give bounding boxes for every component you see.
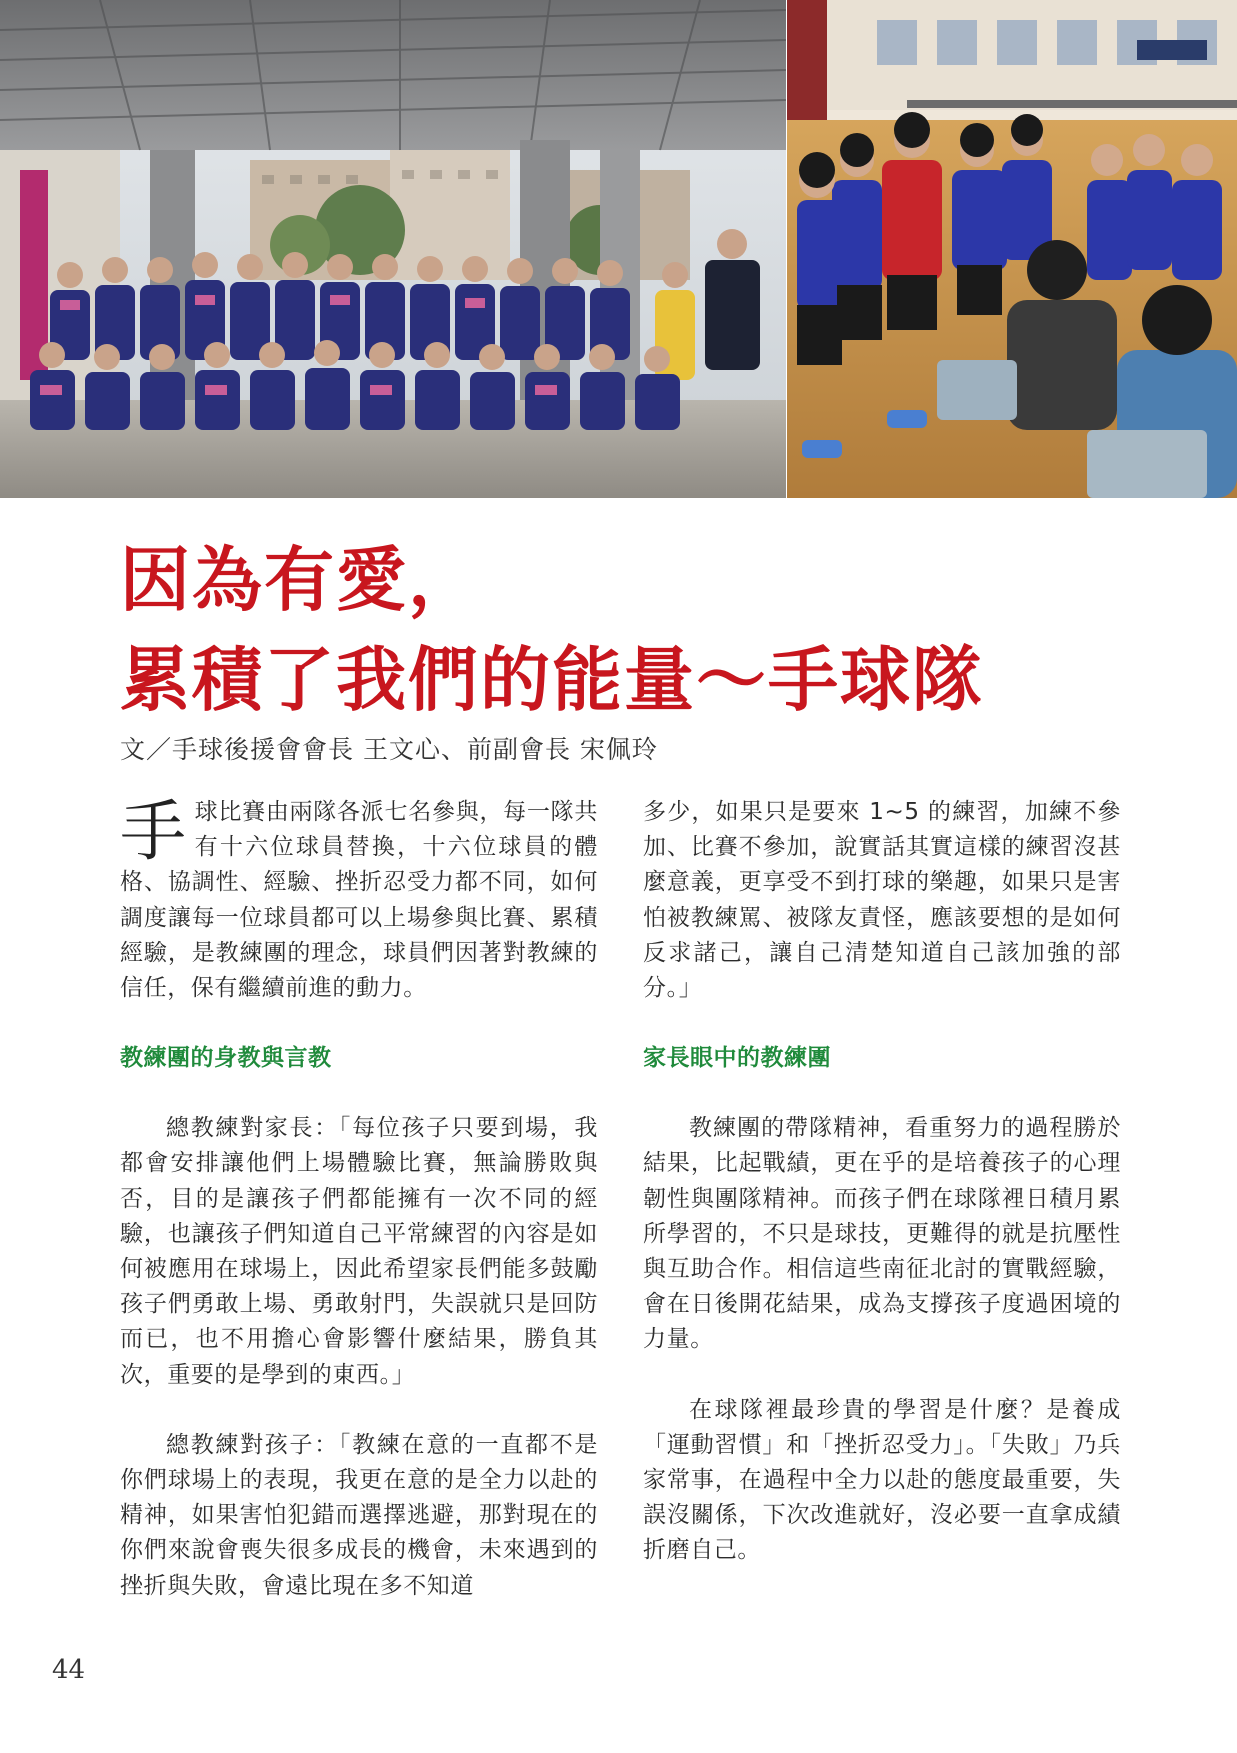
section-heading-parents: 家長眼中的教練團 — [643, 1045, 831, 1072]
author-byline: 文／手球後援會會長 王文心、前副會長 宋佩玲 — [120, 735, 658, 764]
coach-to-kids-paragraph: 總教練對孩子：「教練在意的一直都不是你們球場上的表現，我更在意的是全力以赴的精神，如果害怕犯錯而選擇逃避，那對現在的你們來說會喪失很多成長的機會，未來遇到的挫折與失敗，會遠比現在多不知道 — [120, 1431, 598, 1599]
article-title — [120, 530, 1120, 730]
coach-to-parents-paragraph: 總教練對家長：「每位孩子只要到場，我都會安排讓他們上場體驗比賽，無論勝敗與否，目的是讓孩子們都能擁有一次不同的經驗，也讓孩子們知道自己平常練習的內容是如何被應用在球場上，因此希望家長們能多鼓勵孩子們勇敢上場、勇敢射門，失誤就只是回防而已，也不用擔心會影響什麼結果，勝負其次，重要的是學到的東西。」 — [120, 1115, 598, 1388]
gym-huddle-photo — [787, 0, 1237, 498]
page-number: 44 — [52, 1655, 86, 1685]
intro-text: 球比賽由兩隊各派七名參與，每一隊共有十六位球員替換，十六位球員的體格、協調性、經驗、挫折忍受力都不同，如何調度讓每一位球員都可以上場參與比賽、累積經驗，是教練團的理念，球員們因著對教練的信任，保有繼續前進的動力。 — [120, 799, 598, 1002]
section-heading-coaching: 教練團的身教與言教 — [120, 1045, 332, 1072]
title-line-2: 累積了我們的能量～手球隊 — [120, 638, 984, 721]
intro-paragraph — [120, 795, 598, 1006]
lessons-paragraph: 在球隊裡最珍貴的學習是什麼？是養成「運動習慣」和「挫折忍受力」。「失敗」乃兵家常事，在過程中全力以赴的態度最重要，失誤沒關係，下次改進就好，沒必要一直拿成績折磨自己。 — [643, 1396, 1121, 1564]
right-column — [643, 795, 1121, 1569]
continued-paragraph: 多少，如果只是要來 1~5 的練習，加練不參加、比賽不參加，說實話其實這樣的練習沒甚麼意義，更享受不到打球的樂趣，如果只是害怕被教練罵、被隊友責怪，應該要想的是如何反求諸己，讓自己清楚知道自己該加強的部分。」 — [643, 799, 1121, 1002]
parents-view-paragraph: 教練團的帶隊精神，看重努力的過程勝於結果，比起戰績，更在乎的是培養孩子的心理韌性與團隊精神。而孩子們在球隊裡日積月累所學習的，不只是球技，更難得的就是抗壓性與互助合作。相信這些南征北討的實戰經驗，會在日後開花結果，成為支撐孩子度過困境的力量。 — [643, 1115, 1121, 1353]
title-line-1: 因為有愛， — [120, 538, 480, 621]
drop-cap: 手 — [120, 793, 187, 870]
left-column — [120, 795, 598, 1604]
team-group-photo — [0, 0, 786, 498]
